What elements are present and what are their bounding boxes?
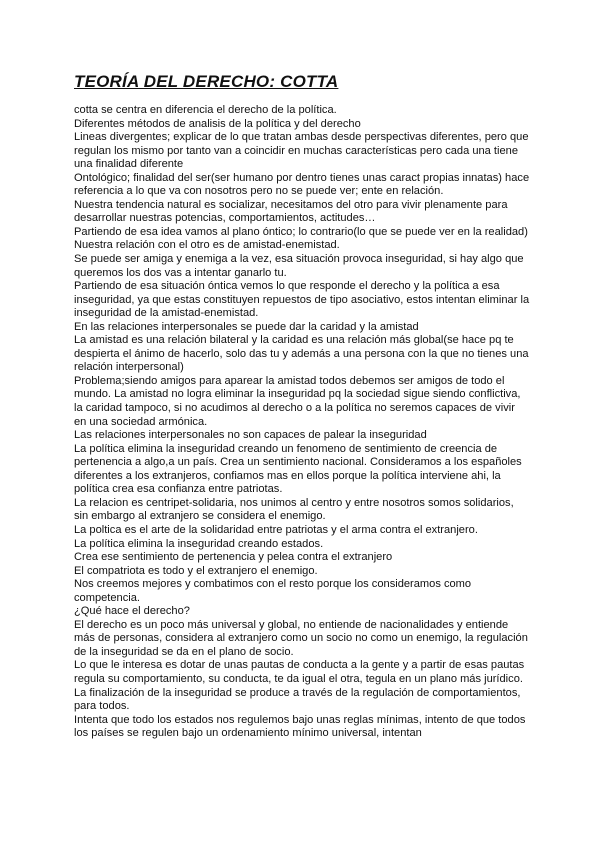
paragraph: En las relaciones interpersonales se puede dar la caridad y la amistad [74, 320, 419, 333]
paragraph: El derecho es un poco más universal y global, no entiende de nacionalidades y entiende más de personas, considera al extranjero como un socio no como un enemigo, la regulación de la inseguridad se da en el plano de socio. [74, 618, 528, 658]
paragraph: cotta se centra en diferencia el derecho de la política. [74, 104, 337, 116]
paragraph: Crea ese sentimiento de pertenencia y pelea contra el extranjero [74, 551, 393, 564]
paragraph: Partiendo de esa situación óntica vemos lo que responde el derecho y la política a esa inseguridad, ya que estas constituyen repuestos de tipo asociativo, estos intentan eliminar la inseguridad de la amistad-enemistad. [74, 280, 530, 320]
paragraph: Problema;siendo amigos para aparear la amistad todos debemos ser amigos de todo el mundo. La amistad no logra eliminar la inseguridad pq la sociedad sigue siendo conflictiva, la caridad tampoco, si no acudimos al derecho o a la política no seremos capaces de vivir en una sociedad armónica. [74, 374, 521, 428]
paragraph: El compatriota es todo y el extranjero el enemigo. [74, 564, 318, 577]
paragraph: Nuestra tendencia natural es socializar, necesitamos del otro para vivir plenamente para desarrollar nuestras potencias, comportamientos, actitudes… [74, 198, 508, 225]
document-body [74, 104, 530, 741]
document-title: TEORÍA DEL DERECHO: COTTA [74, 72, 339, 91]
paragraph: La amistad es una relación bilateral y la caridad es una relación más global(se hace pq te despierta el ánimo de hacerlo, solo das tu y además a una persona con la que no tienes una relación interpersonal) [74, 334, 529, 374]
paragraph: ¿Qué hace el derecho? [74, 605, 190, 618]
paragraph: La política elimina la inseguridad creando estados. [74, 537, 324, 550]
paragraph: Las relaciones interpersonales no son capaces de palear la inseguridad [74, 429, 427, 442]
paragraph: Lo que le interesa es dotar de unas pautas de conducta a la gente y a partir de esas pautas regula su comportamiento, su conducta, te da igual el otra, tegula en un plano más jurídico. La finalización de la inseguridad se produce a través de la regulación de comportamientos, para todos. [74, 659, 525, 713]
paragraph: La poltica es el arte de la solidaridad entre patriotas y el arma contra el extranjero. [74, 523, 478, 536]
paragraph: Partiendo de esa idea vamos al plano óntico; lo contrario(lo que se puede ver en la realidad) Nuestra relación con el otro es de amistad-enemistad. [74, 225, 528, 252]
paragraph: La política elimina la inseguridad creando un fenomeno de sentimiento de creencia de pertenencia a algo,a un país. Crea un sentimiento nacional. Consideramos a los españoles diferentes a los extranjeros, confiamos mas en ellos porque la política interviene ahi, la política crea esa confianza entre patriotas. [74, 442, 522, 496]
paragraph: Lineas divergentes; explicar de lo que tratan ambas desde perspectivas diferentes, pero que regulan los mismo por tanto van a coincidir en muchas características pero cada una tiene una finalidad diferente [74, 131, 529, 171]
paragraph: Ontológico; finalidad del ser(ser humano por dentro tienes unas caract propias innatas) hace referencia a lo que va con nosotros pero no se puede ver; ente en relación. [74, 171, 530, 198]
paragraph: Diferentes métodos de analisis de la política y del derecho [74, 117, 361, 130]
paragraph: Se puede ser amiga y enemiga a la vez, esa situación provoca inseguridad, si hay algo que queremos los dos vas a intentar ganarlo tu. [74, 253, 524, 279]
paragraph: Nos creemos mejores y combatimos con el resto porque los consideramos como competencia. [74, 578, 472, 604]
paragraph: La relacion es centripet-solidaria, nos unimos al centro y entre nosotros somos solidarios, sin embargo al extranjero se considera el enemigo. [74, 496, 514, 523]
paragraph: Intenta que todo los estados nos regulemos bajo unas reglas mínimas, intento de que todos los países se regulen bajo un ordenamiento mínimo universal, intentan [74, 713, 526, 740]
